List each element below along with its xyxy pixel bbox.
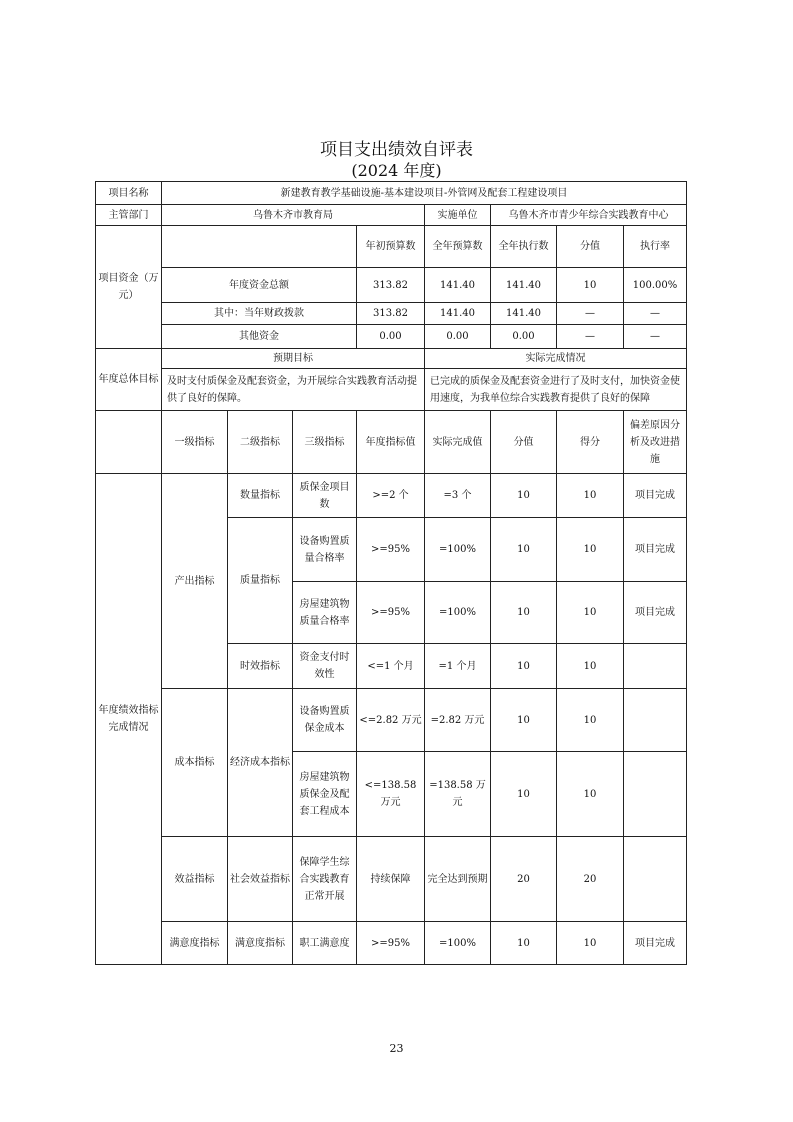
document-subtitle: (2024 年度) [351,161,442,180]
perf-got: 10 [557,582,624,644]
perf-header: 一级指标 [162,411,228,474]
table-row [96,369,687,411]
perf-got: 10 [557,752,624,837]
perf-l3: 质保金项目数 [293,474,357,518]
perf-target: >=95% [357,518,425,582]
goal-label: 年度总体目标 [96,349,162,411]
l1-benefit: 效益指标 [162,837,228,922]
dept-label: 主管部门 [96,205,162,226]
funds-cell: 313.82 [357,268,425,303]
table-row [96,837,687,922]
funds-cell: 141.40 [425,268,491,303]
funds-header: 执行率 [624,226,687,268]
l2-quality: 质量指标 [228,518,293,644]
l1-satisfaction: 满意度指标 [162,922,228,965]
perf-score: 10 [491,644,557,689]
perf-note [624,644,687,689]
funds-row-label: 其他资金 [162,325,357,349]
table-row [96,182,687,205]
funds-cell: — [557,325,624,349]
funds-row-label: 其中：当年财政拨款 [162,303,357,325]
l2-satisfaction: 满意度指标 [228,922,293,965]
document-title: 项目支出绩效自评表 [320,140,473,160]
table-row [96,689,687,752]
funds-row-label: 年度资金总额 [162,268,357,303]
perf-target: 持续保障 [357,837,425,922]
perf-actual: =138.58 万元 [425,752,491,837]
funds-cell: 141.40 [491,268,557,303]
table-row [96,226,687,268]
perf-score: 10 [491,752,557,837]
perf-header: 分值 [491,411,557,474]
perf-got: 10 [557,689,624,752]
perf-actual: =100% [425,582,491,644]
l2-quantity: 数量指标 [228,474,293,518]
perf-note [624,689,687,752]
perf-got: 10 [557,518,624,582]
perf-header-blank [96,411,162,474]
table-row [96,411,687,474]
funds-cell: 141.40 [425,303,491,325]
perf-score: 10 [491,689,557,752]
perf-target: >=2 个 [357,474,425,518]
perf-note: 项目完成 [624,518,687,582]
perf-actual: =3 个 [425,474,491,518]
funds-cell: 313.82 [357,303,425,325]
table-row [96,205,687,226]
funds-blank [162,226,357,268]
perf-note: 项目完成 [624,582,687,644]
l2-timeliness: 时效指标 [228,644,293,689]
dept: 乌鲁木齐市教育局 [162,205,425,226]
funds-cell: 0.00 [357,325,425,349]
l2-social-benefit: 社会效益指标 [228,837,293,922]
funds-cell: — [624,303,687,325]
impl-label: 实施单位 [425,205,491,226]
perf-got: 10 [557,644,624,689]
funds-cell: 0.00 [491,325,557,349]
table-row [96,922,687,965]
l1-cost: 成本指标 [162,689,228,837]
funds-cell: — [624,325,687,349]
perf-note [624,837,687,922]
table-row [96,349,687,369]
perf-score: 10 [491,922,557,965]
perf-label: 年度绩效指标完成情况 [96,474,162,965]
perf-score: 10 [491,474,557,518]
funds-cell: — [557,303,624,325]
expected-goal: 及时支付质保金及配套资金，为开展综合实践教育活动提供了良好的保障。 [162,369,425,411]
perf-header: 实际完成值 [425,411,491,474]
perf-l3: 设备购置质量合格率 [293,518,357,582]
perf-actual: =1 个月 [425,644,491,689]
perf-got: 20 [557,837,624,922]
perf-note: 项目完成 [624,922,687,965]
table-row [96,474,687,518]
actual-goal-label: 实际完成情况 [425,349,687,369]
perf-target: <=2.82 万元 [357,689,425,752]
funds-cell: 100.00% [624,268,687,303]
funds-header: 年初预算数 [357,226,425,268]
l1-output: 产出指标 [162,474,228,689]
funds-cell: 0.00 [425,325,491,349]
perf-score: 10 [491,582,557,644]
perf-target: <=138.58 万元 [357,752,425,837]
perf-l3: 职工满意度 [293,922,357,965]
table-row [96,325,687,349]
perf-got: 10 [557,922,624,965]
perf-target: <=1 个月 [357,644,425,689]
perf-l3: 房屋建筑物质保金及配套工程成本 [293,752,357,837]
perf-actual: =100% [425,518,491,582]
impl: 乌鲁木齐市青少年综合实践教育中心 [491,205,687,226]
perf-score: 20 [491,837,557,922]
funds-header: 全年执行数 [491,226,557,268]
table-row [96,303,687,325]
perf-header: 得分 [557,411,624,474]
perf-target: >=95% [357,582,425,644]
funds-label: 项目资金（万元） [96,226,162,349]
perf-header: 二级指标 [228,411,293,474]
table-row [96,268,687,303]
perf-actual: =100% [425,922,491,965]
perf-actual: 完全达到预期 [425,837,491,922]
funds-header: 分值 [557,226,624,268]
expected-goal-label: 预期目标 [162,349,425,369]
perf-header: 三级指标 [293,411,357,474]
funds-cell: 10 [557,268,624,303]
funds-header: 全年预算数 [425,226,491,268]
project-name-label: 项目名称 [96,182,162,205]
perf-header: 年度指标值 [357,411,425,474]
perf-note: 项目完成 [624,474,687,518]
perf-l3: 设备购置质保金成本 [293,689,357,752]
perf-score: 10 [491,518,557,582]
perf-l3: 保障学生综合实践教育正常开展 [293,837,357,922]
l2-economic-cost: 经济成本指标 [228,689,293,837]
project-name: 新建教育教学基础设施-基本建设项目-外管网及配套工程建设项目 [162,182,687,205]
page-number: 23 [389,1042,404,1055]
perf-note [624,752,687,837]
funds-cell: 141.40 [491,303,557,325]
perf-l3: 资金支付时效性 [293,644,357,689]
perf-actual: =2.82 万元 [425,689,491,752]
perf-header: 偏差原因分析及改进措施 [624,411,687,474]
perf-got: 10 [557,474,624,518]
perf-l3: 房屋建筑物质量合格率 [293,582,357,644]
actual-goal: 已完成的质保金及配套资金进行了及时支付，加快资金使用速度，为我单位综合实践教育提供了良好的保障 [425,369,687,411]
perf-target: >=95% [357,922,425,965]
performance-table [95,181,687,965]
